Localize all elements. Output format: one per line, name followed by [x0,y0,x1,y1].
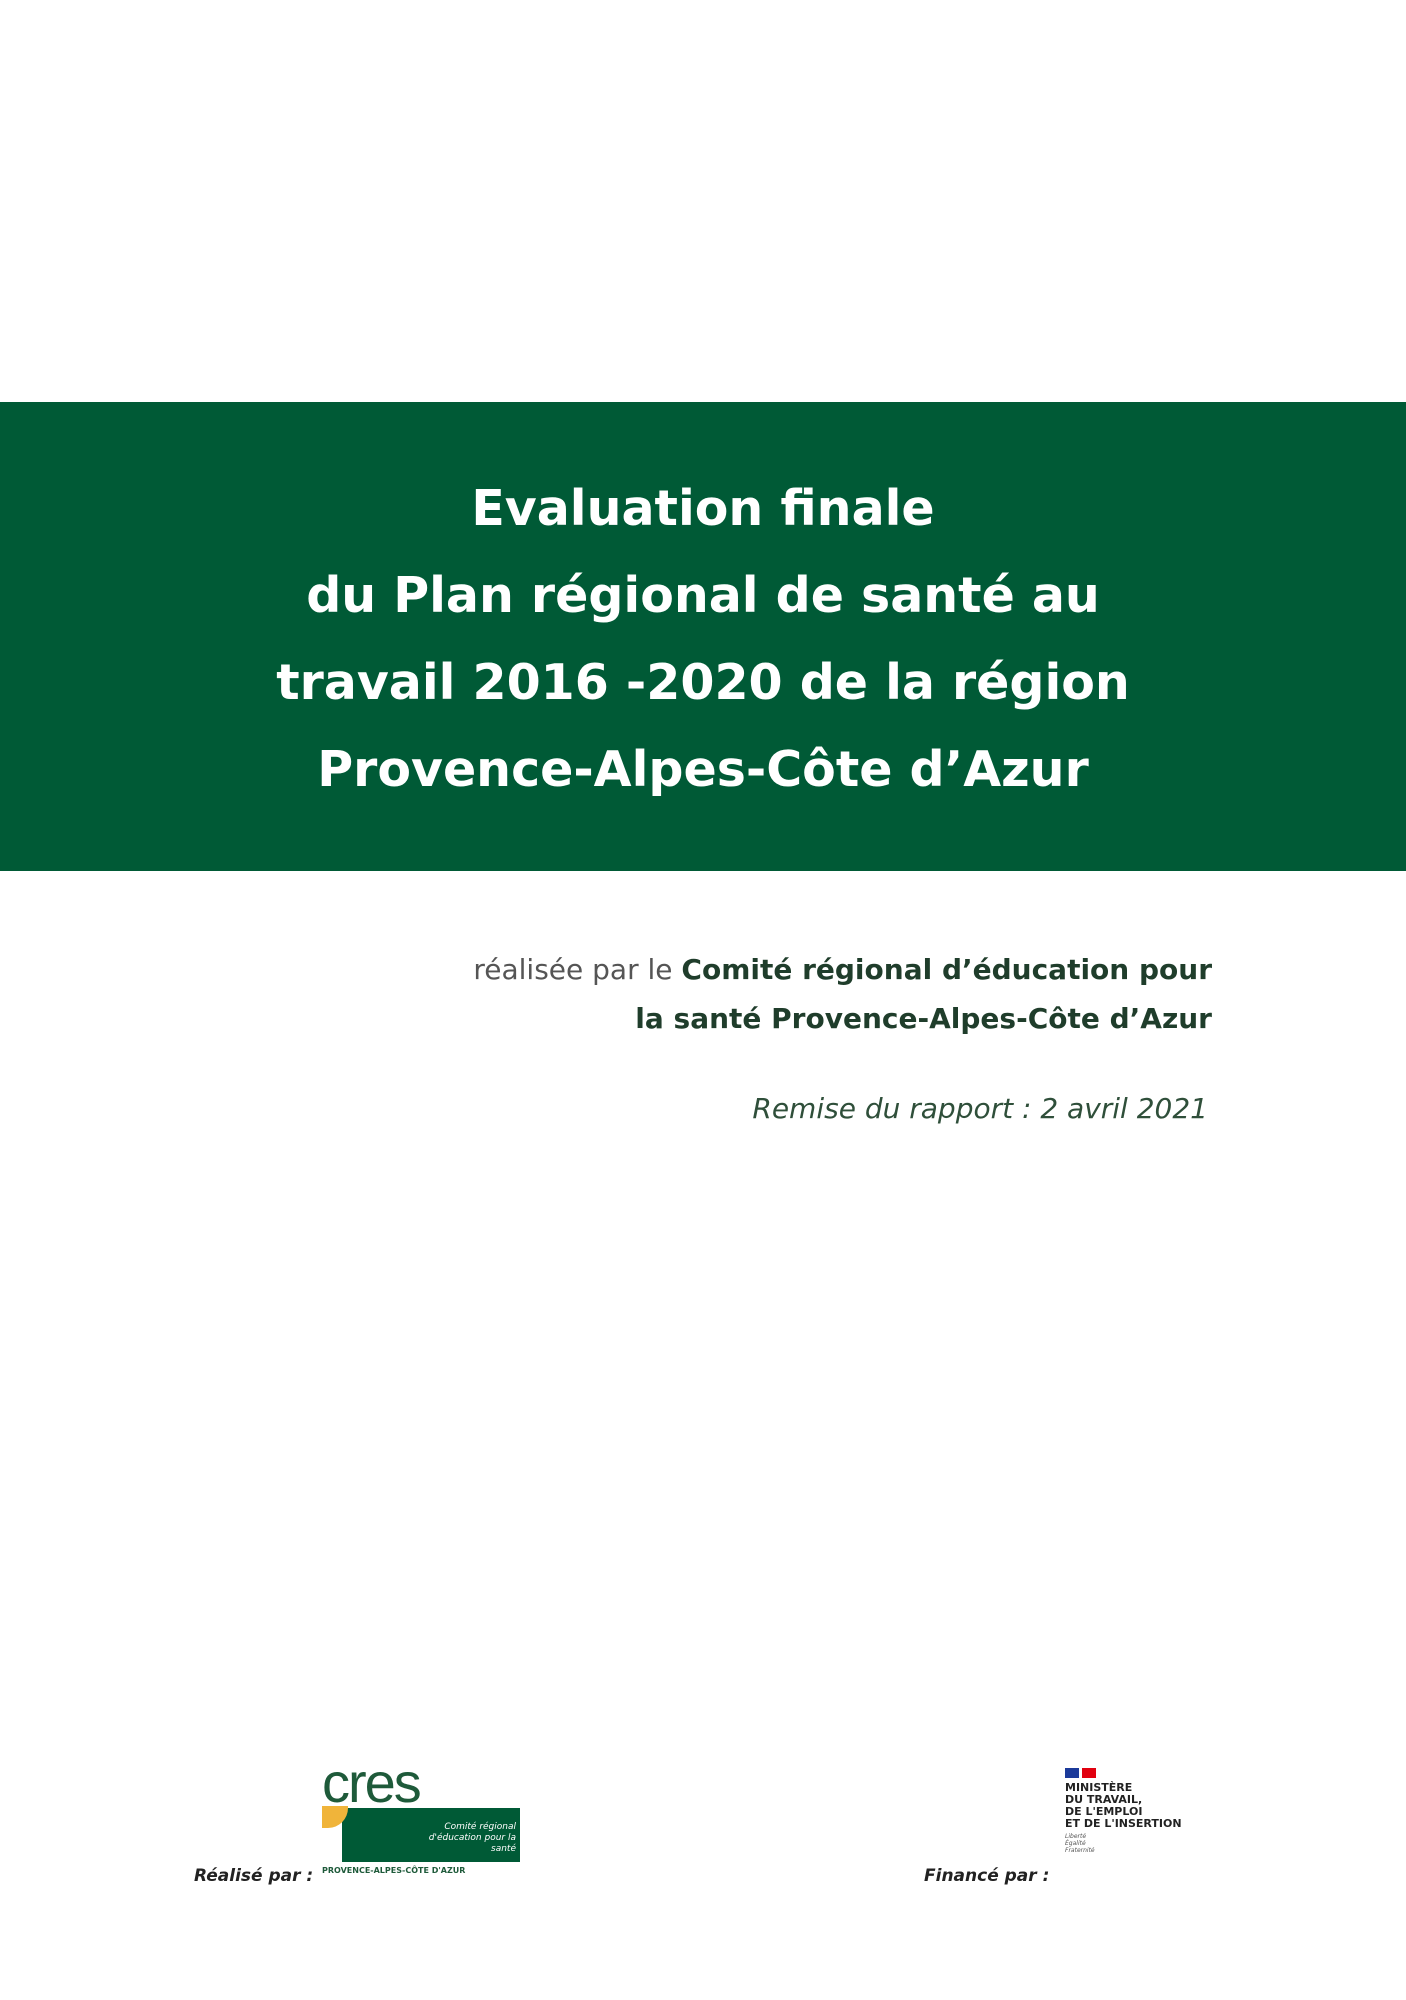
ministry-logo [1065,1768,1182,1854]
realise-par-label: Réalisé par : [194,1866,314,1886]
title-line: Evaluation finale [471,480,935,537]
author-prefix: réalisée par le [473,953,682,986]
ministry-line: DU TRAVAIL, [1065,1793,1143,1806]
ministry-line: DE L'EMPLOI [1065,1805,1143,1818]
cres-logo [322,1751,522,1880]
title-line: du Plan régional de santé au [306,567,1100,624]
author-statement [473,945,1212,1043]
ministry-line: ET DE L'INSERTION [1065,1817,1182,1830]
finance-par-label: Financé par : [924,1866,1050,1886]
report-date: Remise du rapport : 2 avril 2021 [752,1092,1208,1125]
motto-line: Liberté [1065,1833,1087,1840]
title-line: Provence-Alpes-Côte d’Azur [317,741,1089,798]
author-org-line2: la santé Provence-Alpes-Côte d’Azur [635,1002,1212,1035]
author-org-line1: Comité régional d’éducation pour [681,953,1212,986]
motto-line: Fraternité [1065,1847,1095,1854]
ministry-line: MINISTÈRE [1065,1781,1133,1794]
title-line: travail 2016 -2020 de la région [276,654,1130,711]
french-flag-icon [1065,1768,1182,1778]
motto-line: Égalité [1065,1840,1086,1847]
cres-logo-word: cres [322,1751,420,1814]
cres-logo-footer: PROVENCE-ALPES-CÔTE D'AZUR [322,1866,466,1875]
cres-logo-tagline: Comité régional d'éducation pour la santé [428,1822,516,1854]
document-title [0,465,1406,813]
